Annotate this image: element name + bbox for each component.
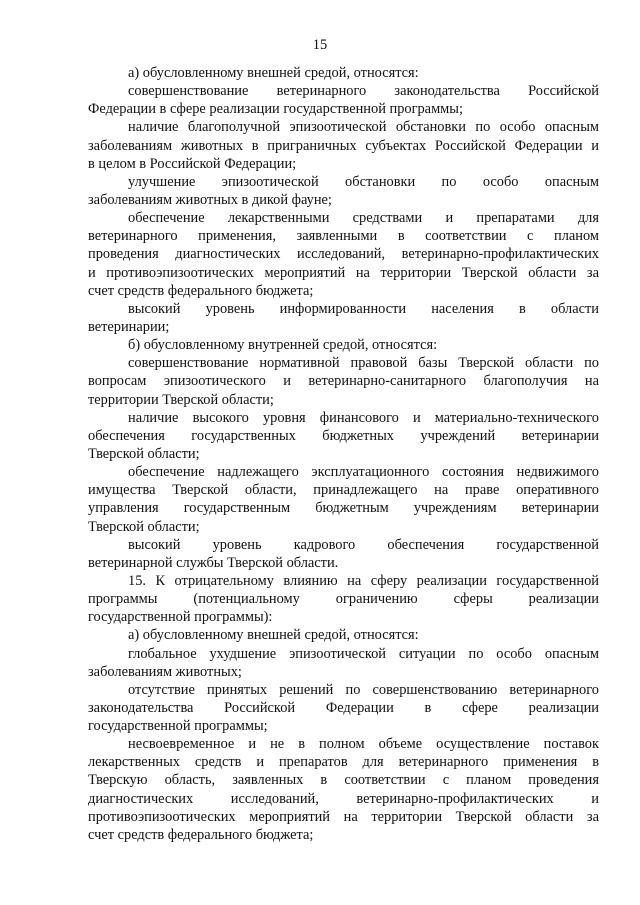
text-line: отсутствие принятых решений по совершенствованию ветеринарного (128, 681, 599, 698)
page-number: 15 (312, 37, 328, 53)
text-line: а) обусловленному внешней средой, относятся: (128, 627, 419, 644)
text-line: совершенствование нормативной правовой базы Тверской области по (128, 355, 599, 372)
text-line: Тверскую область, заявленных в соответствии с планом проведения (88, 772, 599, 789)
text-line: счет средств федерального бюджета; (88, 826, 314, 843)
text-line: обеспечение надлежащего эксплуатационного состояния недвижимого (128, 464, 599, 481)
text-line: несвоевременное и не в полном объеме осуществление поставок (128, 736, 599, 753)
text-line: Федерации в сфере реализации государственной программы; (88, 101, 463, 118)
text-line: лекарственных средств и препаратов для ветеринарного применения в (88, 754, 599, 771)
text-line: в целом в Российской Федерации; (88, 155, 297, 172)
text-line: проведения диагностических исследований, ветеринарно-профилактических (88, 246, 599, 263)
text-line: наличие высокого уровня финансового и материально-технического (128, 409, 599, 426)
text-line: а) обусловленному внешней средой, относятся: (128, 65, 419, 81)
document-body (88, 64, 599, 844)
text-line: государственной программы; (88, 718, 268, 735)
text-line: диагностических исследований, ветеринарно-профилактических и (88, 790, 599, 807)
text-line: территории Тверской области; (88, 391, 274, 408)
text-line: наличие благополучной эпизоотической обстановки по особо опасным (128, 119, 599, 136)
text-line: счет средств федерального бюджета; (88, 282, 314, 299)
text-line: противоэпизоотических мероприятий на территории Тверской области за (88, 808, 599, 825)
text-line: обеспечение лекарственными средствами и препаратами для (128, 210, 599, 227)
text-line: заболеваниям животных в приграничных субъектах Российской Федерации и (88, 137, 599, 154)
text-line: совершенствование ветеринарного законодательства Российской (128, 83, 599, 100)
text-line: высокий уровень информированности населения в области (128, 300, 599, 317)
text-line: управления государственным бюджетным учреждениям ветеринарии (88, 500, 599, 517)
text-line: и противоэпизоотических мероприятий на территории Тверской области за (88, 264, 599, 281)
text-line: законодательства Российской Федерации в сфере реализации (88, 699, 599, 716)
text-line: вопросам эпизоотического и ветеринарно-санитарного благополучия на (88, 373, 599, 390)
text-line: б) обусловленному внутренней средой, относятся: (128, 337, 438, 354)
text-line: Тверской области; (88, 445, 200, 462)
text-line: 15. К отрицательному влиянию на сферу реализации государственной (128, 572, 599, 589)
text-line: глобальное ухудшение эпизоотической ситуации по особо опасным (128, 645, 599, 662)
text-line: государственной программы): (88, 609, 273, 626)
text-line: ветеринарии; (88, 318, 170, 335)
text-line: улучшение эпизоотической обстановки по особо опасным (128, 173, 599, 190)
text-line: имущества Тверской области, принадлежащего на праве оперативного (88, 482, 599, 499)
text-line: высокий уровень кадрового обеспечения государственной (128, 536, 599, 553)
text-line: обеспечения государственных бюджетных учреждений ветеринарии (88, 427, 599, 444)
text-line: ветеринарного применения, заявленными в соответствии с планом (88, 228, 599, 245)
text-line: заболеваниям животных; (88, 663, 242, 680)
text-line: программы (потенциальному ограничению сферы реализации (88, 591, 599, 608)
text-line: ветеринарной службы Тверской области. (88, 554, 339, 571)
text-line: Тверской области; (88, 518, 200, 535)
text-line: заболеваниям животных в дикой фауне; (88, 191, 332, 208)
